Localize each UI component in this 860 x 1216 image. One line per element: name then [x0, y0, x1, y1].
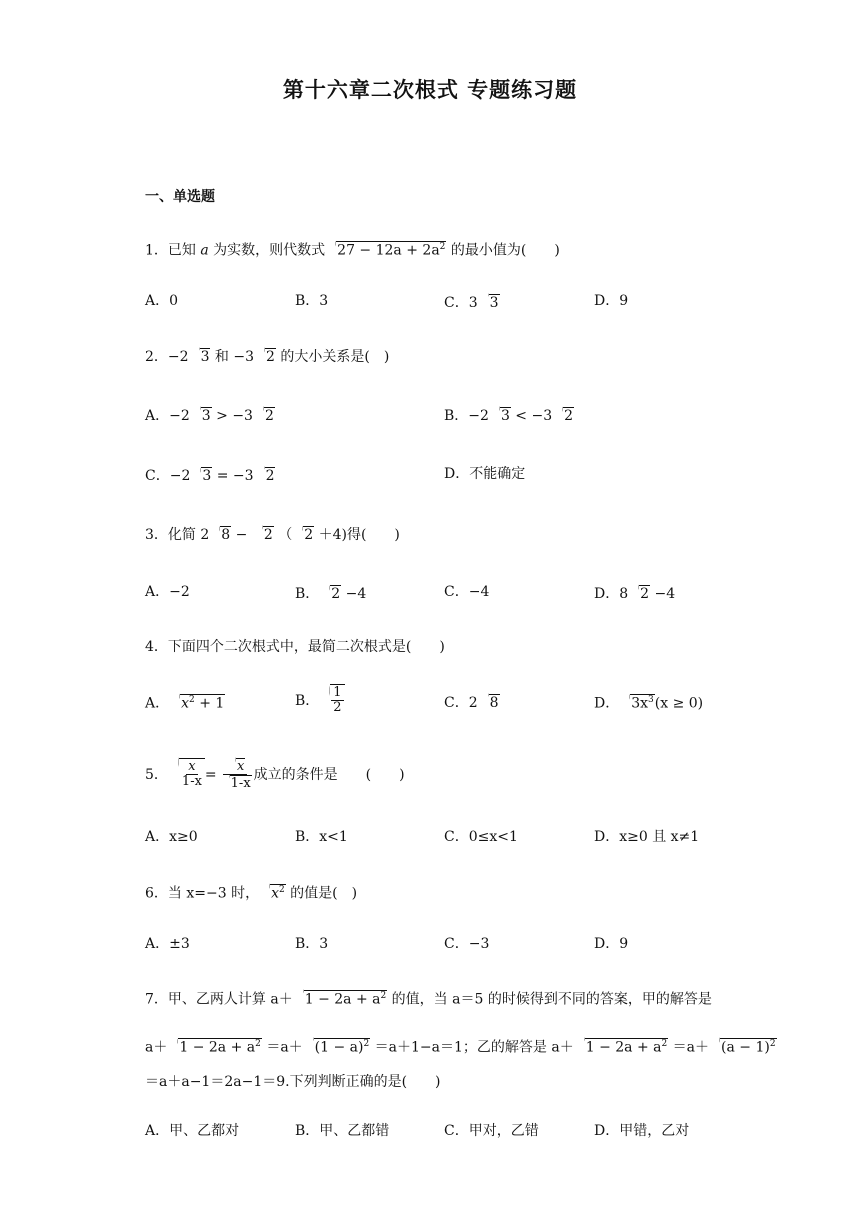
question-7-line-1: 7．甲、乙两人计算 $a+ 1 - 2a + a^2$ 的值，当 a＝5 的时候得到不同的答案，甲的解答是: [145, 991, 712, 1008]
q7-option-c: C．甲对，乙错: [444, 1123, 539, 1139]
question-5: 5． $\frac{x}{1-x}$ = $\frac{x}{1-x}$ 成立的条件是 ( ): [145, 759, 405, 792]
q1-option-a: A．0: [145, 293, 179, 309]
q3-option-d: D．8 2 −4: [594, 586, 676, 602]
question-7-line-2: $a+ 1 - 2a + a^2 =a+ (1 - a)^2 =a+1-a=1$；乙的解答是 $a+ 1 - 2a + a^2 =a+ (a - 1)^2$: [145, 1039, 776, 1056]
q5-option-a: A．x≥0: [145, 829, 198, 845]
q2-option-b: B．−2 3 < −3 2: [444, 408, 574, 424]
q5-option-d: D．x≥0 且 x≠1: [594, 829, 700, 845]
q5-option-c: C．0≤x<1: [444, 829, 518, 845]
q4-option-c: C．2 8: [444, 695, 499, 711]
q3-option-c: C．−4: [444, 584, 490, 600]
q2-option-d: D．不能确定: [444, 466, 526, 482]
q7-option-a: A．甲、乙都对: [145, 1123, 240, 1139]
q1-option-b: B．3: [295, 293, 329, 309]
q6-option-a: A．±3: [145, 936, 190, 952]
q4-option-a: A． $x^2 + 1$: [145, 695, 225, 712]
q4-option-d: D． $3x^3(x \ge 0)$: [594, 695, 704, 712]
q3-option-b: B． 2 −4: [295, 586, 367, 602]
q4-option-b: B． $\frac{1}{2}$: [295, 684, 345, 716]
q7-option-b: B．甲、乙都错: [295, 1123, 390, 1139]
q2-option-a: A．−2 3 > −3 2: [145, 408, 274, 424]
question-1: 1．已知 a 为实数，则代数式 $27 - 12a + 2a^2$ 的最小值为( ): [145, 242, 560, 259]
question-3: 3．化简 2 8 − 2 （ 2 ＋4)得( ): [145, 527, 400, 543]
question-4: 4．下面四个二次根式中，最简二次根式是( ): [145, 639, 445, 655]
q6-option-b: B．3: [295, 936, 329, 952]
q2-option-c: C．−2 3 = −3 2: [145, 468, 275, 484]
question-7-line-3: ＝a＋a−1＝2a−1＝9.下列判断正确的是( ): [145, 1074, 441, 1090]
q6-option-c: C．−3: [444, 936, 490, 952]
question-2: 2．−2 3 和 −3 2 的大小关系是( ): [145, 349, 390, 365]
page-title: 第十六章二次根式 专题练习题: [282, 78, 578, 102]
question-6: 6．当 x=−3 时， $x^2$ 的值是( ): [145, 885, 358, 902]
q6-option-d: D．9: [594, 936, 629, 952]
q3-option-a: A．−2: [145, 584, 190, 600]
q7-option-d: D．甲错，乙对: [594, 1123, 690, 1139]
q1-option-c: C．3 3: [444, 295, 499, 311]
q1-option-d: D．9: [594, 293, 629, 309]
section-heading: 一、单选题: [145, 189, 215, 205]
q5-option-b: B．x<1: [295, 829, 348, 845]
